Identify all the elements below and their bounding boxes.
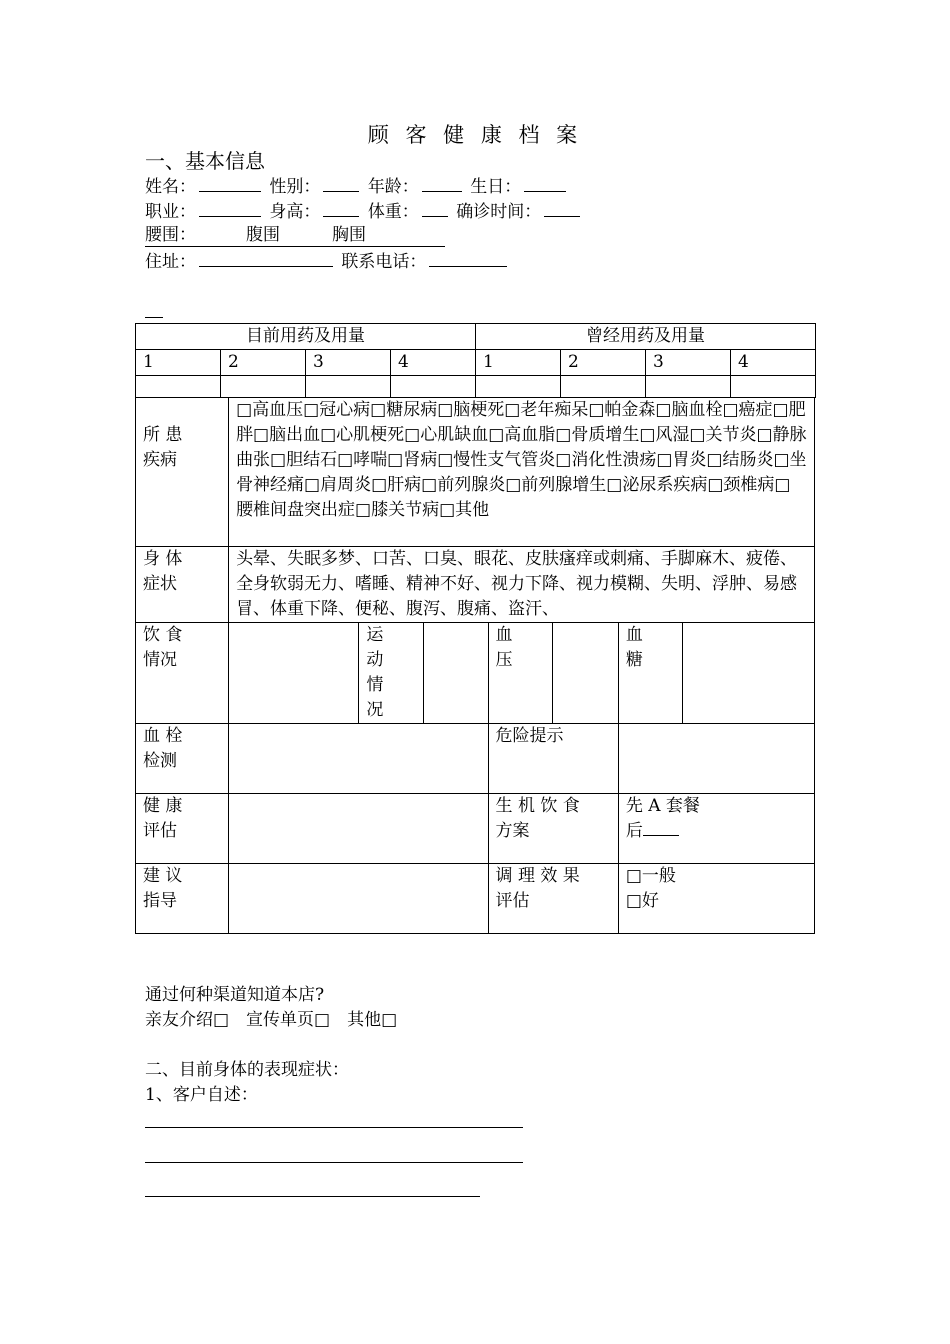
- effect-option-good[interactable]: □好: [625, 891, 659, 911]
- channel-question: 通过何种渠道知道本店?: [145, 985, 325, 1005]
- med-col-num: 4: [731, 350, 816, 376]
- med-col-num: 4: [391, 350, 476, 376]
- weight-label: 体重：: [367, 202, 419, 222]
- disease-checklist[interactable]: □高血压□冠心病□糖尿病□脑梗死□老年痴呆□帕金森□脑血栓□癌症□肥胖□脑出血□心肌梗死□心肌缺血□高血脂□骨质增生□风湿□关节炎□静脉曲张□胆结石□哮喘□肾病□慢性支气管炎□消化性溃疡□胃炎□结肠炎□坐骨神经痛□肩周炎□肝病□前列腺炎□前列腺增生□泌尿系疾病□颈椎病□腰椎间盘突出症□膝关节病□其他: [229, 398, 815, 547]
- symptom-label: 身 体 症状: [136, 547, 229, 623]
- diet-plan-label: 生 机 饮 食 方案: [488, 794, 618, 864]
- phone-field[interactable]: [429, 250, 507, 267]
- med-cell[interactable]: [306, 376, 391, 398]
- chest-label: 胸围: [332, 225, 366, 245]
- medication-table: [135, 323, 816, 398]
- med-col-num: 1: [136, 350, 221, 376]
- height-field[interactable]: [323, 200, 359, 217]
- self-report-line-3[interactable]: [145, 1196, 480, 1197]
- health-table: [135, 397, 815, 934]
- med-col-num: 3: [646, 350, 731, 376]
- med-col-num: 1: [476, 350, 561, 376]
- job-field[interactable]: [199, 200, 261, 217]
- effect-options: [618, 864, 814, 934]
- med-cell[interactable]: [136, 376, 221, 398]
- diagnosis-time-field[interactable]: [544, 200, 580, 217]
- waist-label: 腰围：: [145, 225, 196, 245]
- self-report-line-2[interactable]: [145, 1162, 523, 1163]
- diet-plan-first: 先 A 套餐: [625, 796, 700, 816]
- symptom-list[interactable]: 头晕、失眠多梦、口苦、口臭、眼花、皮肤瘙痒或刺痛、手脚麻木、疲倦、全身软弱无力、嗜睡、精神不好、视力下降、视力模糊、失明、浮肿、易感冒、体重下降、便秘、腹泻、腹痛、盗汗、: [229, 547, 815, 623]
- basic-row-4: [145, 250, 510, 273]
- section-symptoms-heading: 二、目前身体的表现症状：: [145, 1060, 349, 1080]
- disease-label: 所 患 疾病: [136, 398, 229, 547]
- med-col-num: 2: [561, 350, 646, 376]
- name-field[interactable]: [199, 175, 261, 192]
- gender-field[interactable]: [323, 175, 359, 192]
- gender-label: 性别：: [269, 177, 321, 197]
- diet-label: 饮 食 情况: [136, 623, 229, 724]
- med-cell[interactable]: [646, 376, 731, 398]
- channel-options[interactable]: 亲友介绍□ 宣传单页□ 其他□: [145, 1010, 398, 1030]
- section-basic-info-heading: 一、基本信息: [145, 149, 265, 173]
- basic-row-3: [145, 225, 445, 247]
- address-field[interactable]: [199, 250, 333, 267]
- blood-pressure-value[interactable]: [553, 623, 619, 724]
- belly-label: 腹围: [246, 225, 280, 245]
- diet-plan-after-label: 后: [625, 821, 643, 841]
- exercise-label: 运 动 情 况: [359, 623, 424, 724]
- name-label: 姓名：: [145, 177, 196, 197]
- job-label: 职业：: [145, 202, 196, 222]
- age-field[interactable]: [422, 175, 462, 192]
- phone-label: 联系电话：: [341, 252, 427, 272]
- basic-row-2: [145, 200, 583, 223]
- self-report-line-1[interactable]: [145, 1127, 523, 1128]
- past-meds-header: 曾经用药及用量: [476, 324, 816, 350]
- med-cell[interactable]: [221, 376, 306, 398]
- exercise-value[interactable]: [423, 623, 488, 724]
- blood-sugar-label: 血 糖: [618, 623, 683, 724]
- thrombus-label: 血 栓 检测: [136, 724, 229, 794]
- advice-label: 建 议 指导: [136, 864, 229, 934]
- effect-option-normal[interactable]: □一般: [625, 866, 676, 886]
- advice-value[interactable]: [229, 864, 488, 934]
- risk-label: 危险提示: [488, 724, 618, 794]
- diet-plan-after-field[interactable]: [643, 819, 679, 836]
- birthday-label: 生日：: [470, 177, 522, 197]
- diet-value[interactable]: [229, 623, 359, 724]
- age-label: 年龄：: [367, 177, 419, 197]
- diet-plan-after: [626, 819, 807, 844]
- med-cell[interactable]: [476, 376, 561, 398]
- health-eval-value[interactable]: [229, 794, 488, 864]
- height-label: 身高：: [269, 202, 321, 222]
- basic-row-1: [145, 175, 569, 198]
- med-col-num: 3: [306, 350, 391, 376]
- diagnosis-time-label: 确诊时间：: [456, 202, 542, 222]
- thrombus-value[interactable]: [229, 724, 488, 794]
- address-label: 住址：: [145, 252, 196, 272]
- blood-pressure-label: 血 压: [488, 623, 553, 724]
- med-cell[interactable]: [561, 376, 646, 398]
- effect-label: 调 理 效 果 评估: [488, 864, 618, 934]
- med-cell[interactable]: [731, 376, 816, 398]
- small-divider: [145, 317, 163, 318]
- diet-plan-value[interactable]: [618, 794, 814, 864]
- health-eval-label: 健 康 评估: [136, 794, 229, 864]
- current-meds-header: 目前用药及用量: [136, 324, 476, 350]
- weight-field[interactable]: [422, 200, 448, 217]
- risk-value[interactable]: [618, 724, 814, 794]
- page-title: 顾 客 健 康 档 案: [367, 123, 583, 147]
- birthday-field[interactable]: [524, 175, 566, 192]
- med-col-num: 2: [221, 350, 306, 376]
- self-report-label: 1、客户自述：: [145, 1085, 258, 1105]
- blood-sugar-value[interactable]: [683, 623, 815, 724]
- med-cell[interactable]: [391, 376, 476, 398]
